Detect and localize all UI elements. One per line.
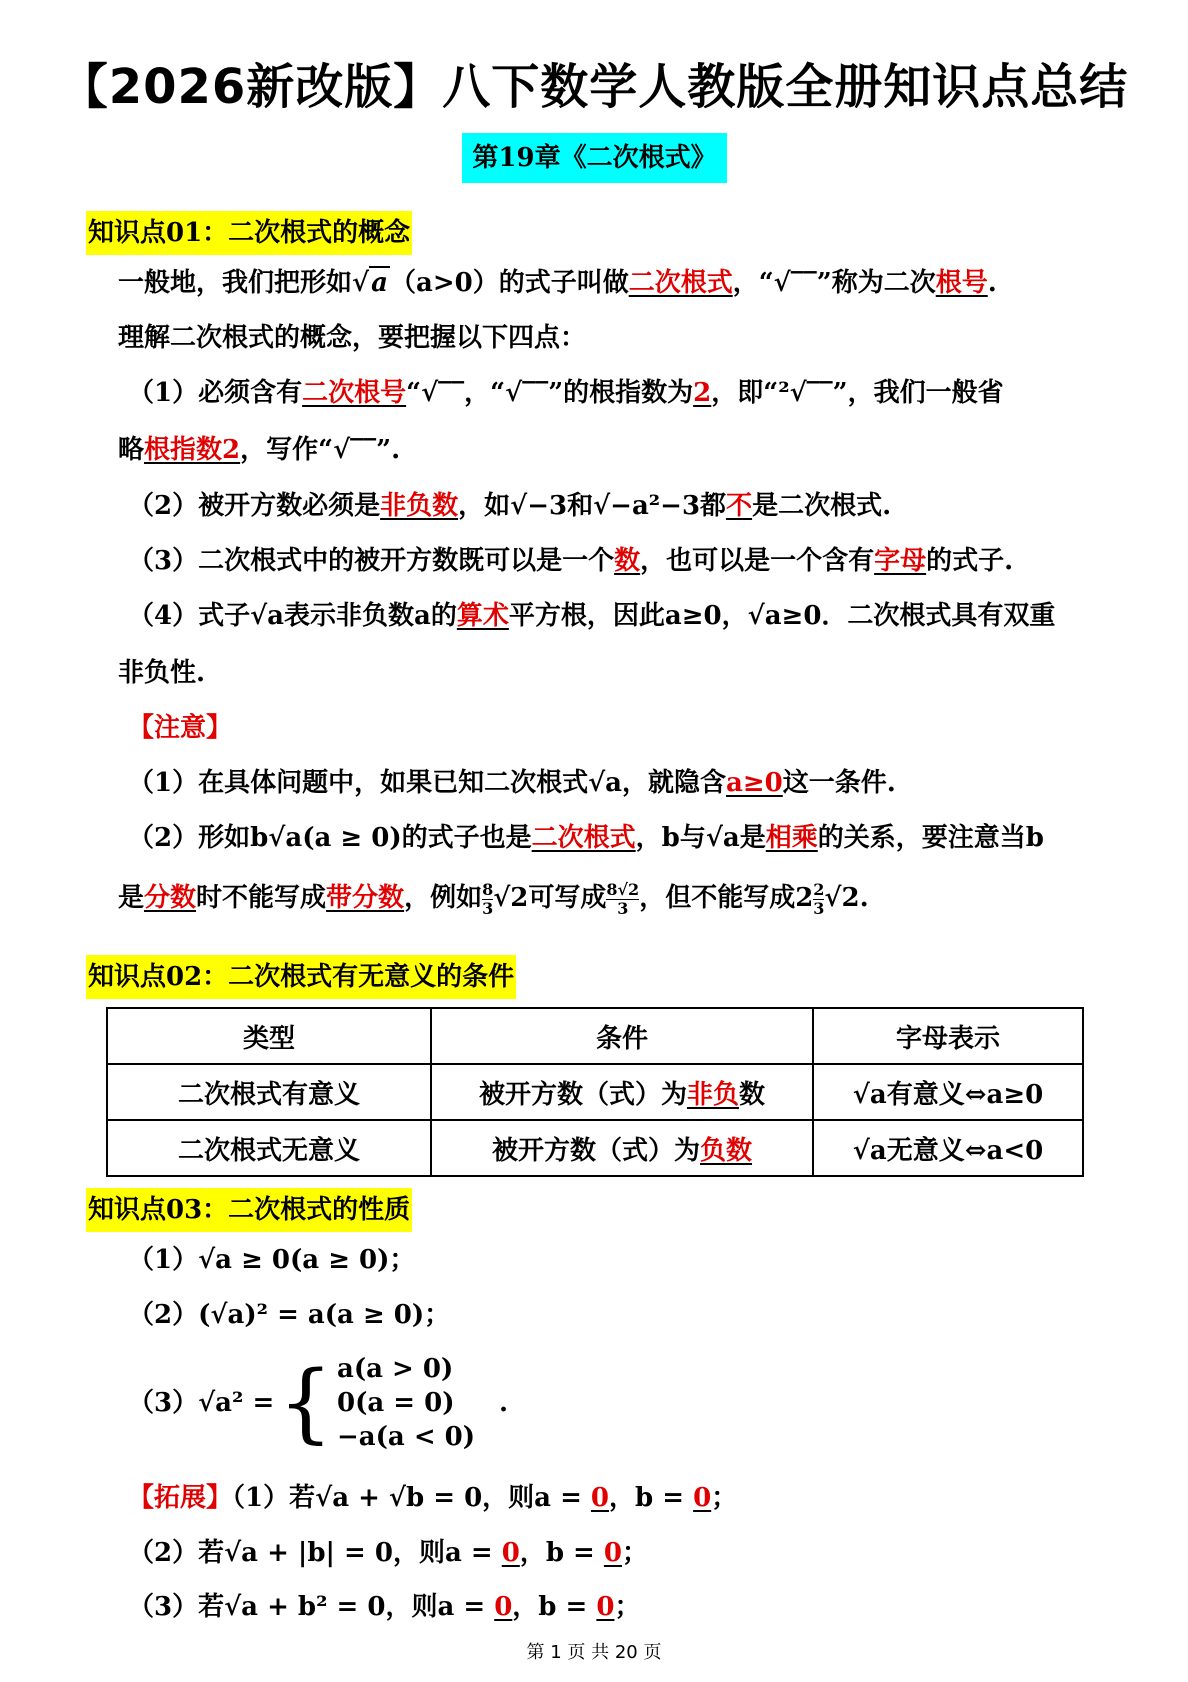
kp1-definition-line: 一般地，我们把形如√a（a>0）的式子叫做二次根式，“√‾‾”称为二次根号.: [118, 268, 997, 298]
kp1-heading: 知识点01：二次根式的概念: [86, 211, 412, 255]
brace-symbol: {: [278, 1353, 333, 1453]
note-label: 【注意】: [128, 713, 233, 743]
kp1-point4: （4）式子√a表示非负数a的算术平方根，因此a≥0，√a≥0．二次根式具有双重: [128, 601, 1056, 631]
page-footer: 第 1 页 共 20 页: [526, 1642, 662, 1663]
kp1-point2: （2）被开方数必须是非负数，如√−3和√−a²−3都不是二次根式.: [128, 491, 892, 521]
fraction-8root2-3: $\frac{8√2}{3}$: [606, 879, 640, 918]
table-row: [107, 1064, 1083, 1120]
note-item2-cont: 是分数时不能写成带分数，例如 $\frac{8}{3}$ √2可写成 $\frac{8√2}{3}$ ，但不能写成2 $\frac{2}{3}$ √2.: [118, 879, 869, 918]
kp1-intro-line: 理解二次根式的概念，要把握以下四点：: [118, 323, 587, 353]
kp1-point3: （3）二次根式中的被开方数既可以是一个数，也可以是一个含有字母的式子.: [128, 546, 1014, 576]
kp3-heading: 知识点03：二次根式的性质: [86, 1188, 412, 1232]
cell-notation: √a有意义⇔a≥0: [813, 1064, 1083, 1120]
piecewise-cases: a(a > 0) 0(a = 0) −a(a < 0): [336, 1354, 476, 1452]
extension-item3: （3）若√a + b² = 0，则a = 0，b = 0；: [128, 1592, 641, 1622]
page-title: 【2026新改版】八下数学人教版全册知识点总结: [59, 59, 1129, 115]
cell-type: 二次根式无意义: [107, 1120, 431, 1176]
note-item2: （2）形如b√a(a ≥ 0)的式子也是二次根式，b与√a是相乘的关系，要注意当b: [128, 823, 1044, 853]
table-row: [107, 1120, 1083, 1176]
table-header-row: [107, 1008, 1083, 1064]
chapter-title: 第19章《二次根式》: [462, 133, 727, 183]
header-condition: 条件: [431, 1008, 813, 1064]
extension-item1: 【拓展】（1）若√a + √b = 0，则a = 0，b = 0；: [128, 1483, 738, 1513]
extension-item2: （2）若√a + |b| = 0，则a = 0，b = 0；: [128, 1538, 649, 1568]
fraction-2-3: $\frac{2}{3}$: [813, 879, 825, 918]
note-item1: （1）在具体问题中，如果已知二次根式√a，就隐含a≥0这一条件.: [128, 768, 896, 798]
kp1-point4-cont: 非负性.: [118, 658, 206, 688]
kp1-point1-cont: 略根指数2，写作“√‾‾”.: [118, 435, 401, 465]
cell-condition: 被开方数（式）为非负数: [431, 1064, 813, 1120]
cell-type: 二次根式有意义: [107, 1064, 431, 1120]
property-1: （1）√a ≥ 0(a ≥ 0)；: [128, 1245, 416, 1275]
kp2-heading: 知识点02：二次根式有无意义的条件: [86, 955, 516, 999]
property-2: （2）(√a)² = a(a ≥ 0)；: [128, 1300, 451, 1330]
cell-condition: 被开方数（式）为负数: [431, 1120, 813, 1176]
cell-notation: √a无意义⇔a<0: [813, 1120, 1083, 1176]
fraction-8-3: $\frac{8}{3}$: [482, 879, 494, 918]
kp1-point1: （1）必须含有二次根号“√‾‾，“√‾‾”的根指数为2，即“²√‾‾”，我们一般省: [128, 378, 1004, 408]
header-notation: 字母表示: [813, 1008, 1083, 1064]
property-3: （3）√a² ={ a(a > 0) 0(a = 0) −a(a < 0) .: [128, 1353, 509, 1453]
header-type: 类型: [107, 1008, 431, 1064]
conditions-table: [106, 1007, 1084, 1177]
